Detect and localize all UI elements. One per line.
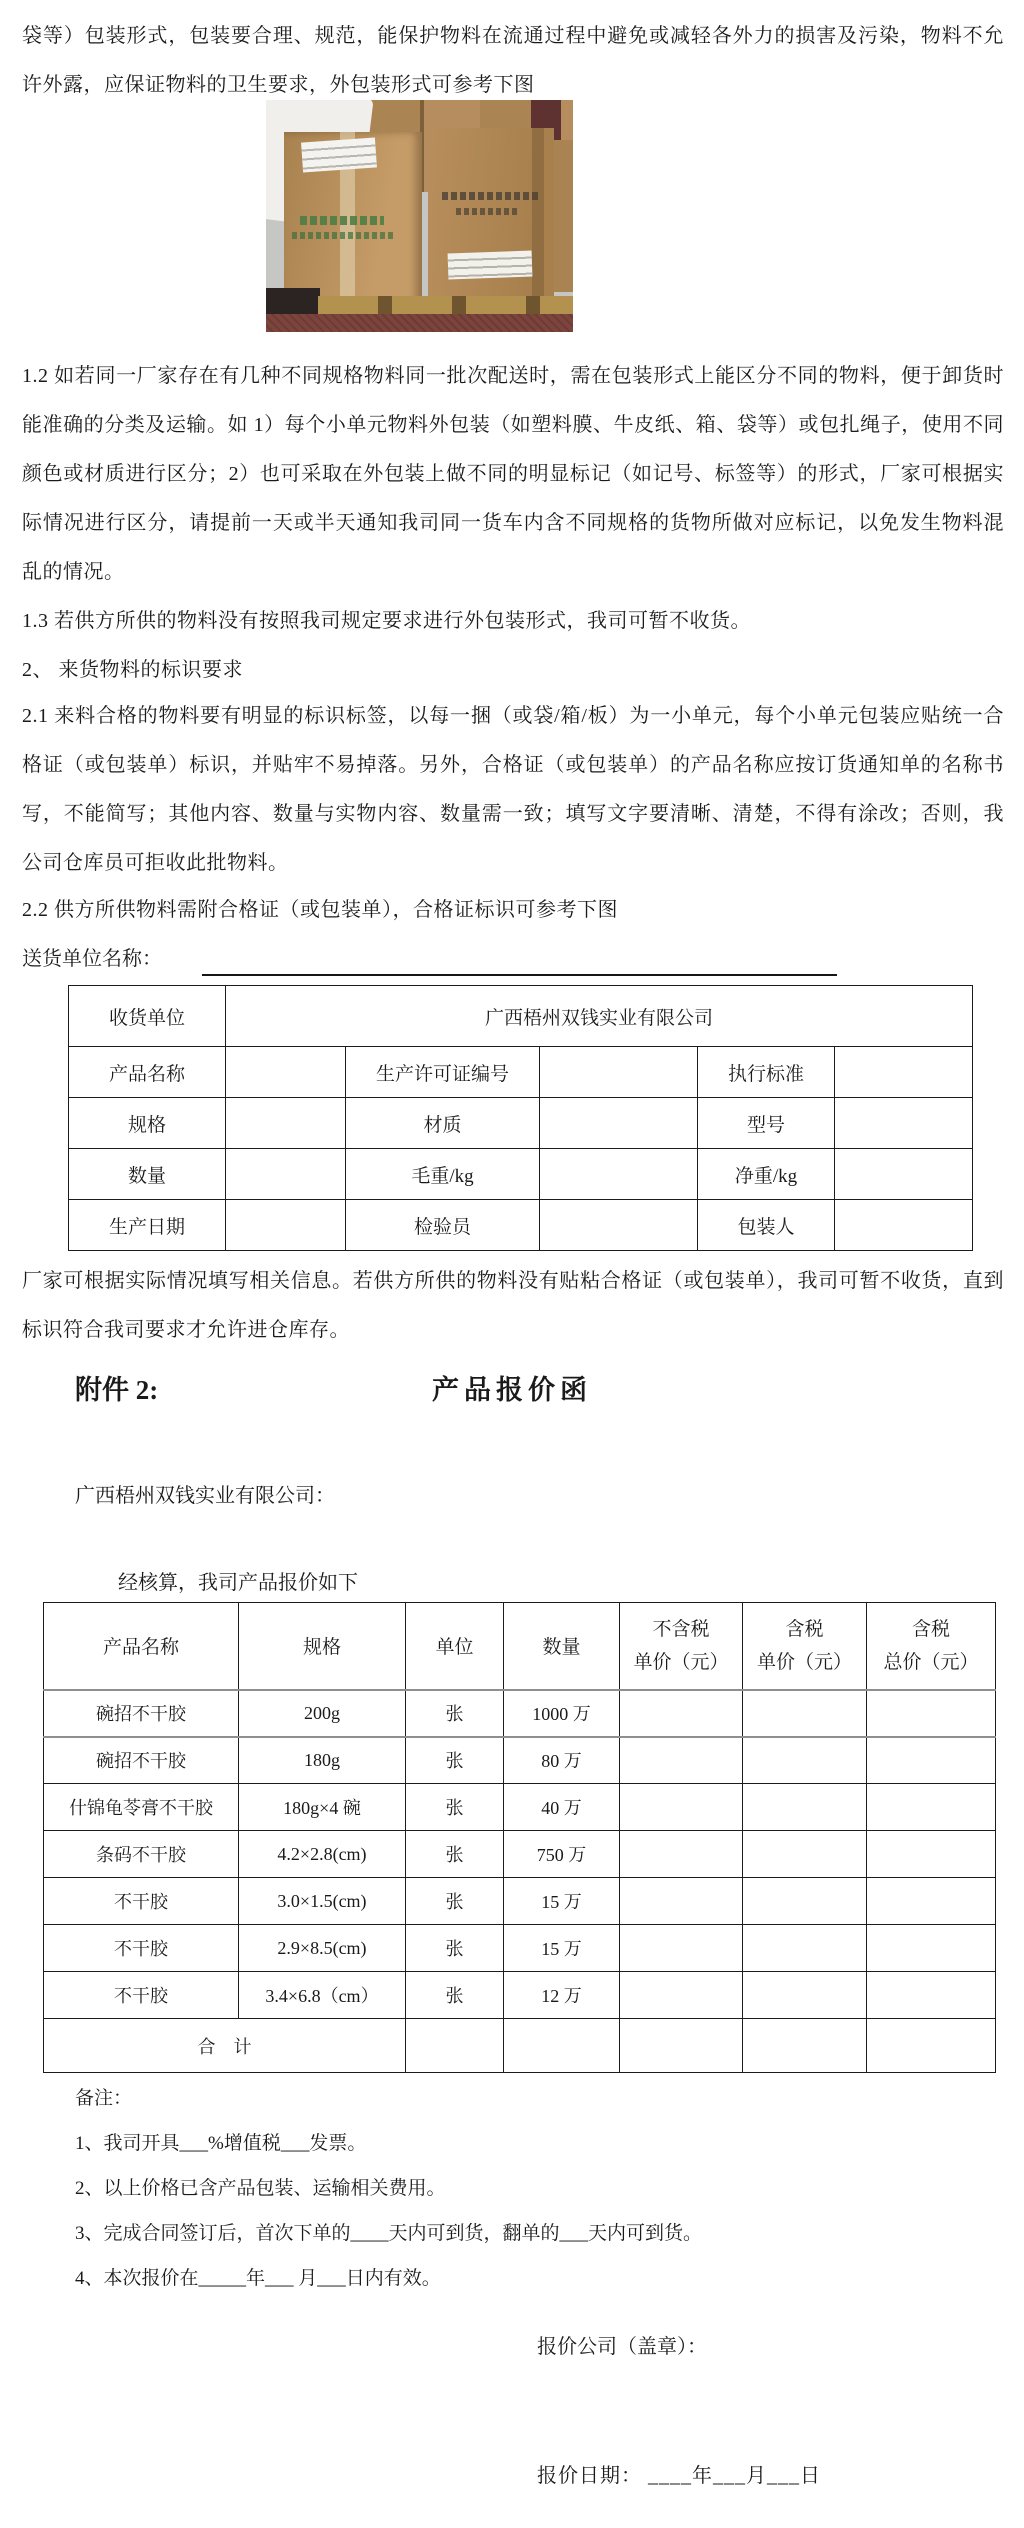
cell-blank: [835, 1149, 973, 1200]
photo-carton-left-print-line1: [300, 216, 384, 225]
cell-blank: [504, 2019, 620, 2073]
cell-spec: 180g×4 碗: [239, 1784, 406, 1831]
delivery-company-label: 送货单位名称：: [22, 948, 162, 970]
photo-floor: [266, 314, 573, 332]
certificate-sample-table: [68, 985, 973, 1251]
cell-product-name: 不干胶: [44, 1925, 239, 1972]
photo-carton-right-print-line1: [442, 192, 538, 200]
cell-blank: [743, 2019, 867, 2073]
header-unit: 单位: [406, 1603, 504, 1690]
cell-blank: [620, 1784, 743, 1831]
cell-blank: [743, 1737, 867, 1784]
cell-blank: [406, 2019, 504, 2073]
header-price-incl-tax-line2: 单价（元）: [756, 1651, 852, 1673]
table-row: [44, 1878, 996, 1925]
paragraph-1-3: 1.3 若供方所供的物料没有按照我司规定要求进行外包装形式，我司可暂不收货。: [22, 610, 751, 632]
cell-blank: [620, 1690, 743, 1737]
header-product-name: 产品名称: [44, 1603, 239, 1690]
cell-qty: 1000 万: [504, 1690, 620, 1737]
paragraph-factory-note: 厂家可根据实际情况填写相关信息。若供方所供的物料没有贴粘合格证（或包装单），我司可暂不收货，直到标识符合我司要求才允许进仓库存。: [22, 1270, 1004, 1341]
paragraph-packaging-continuation: 袋等）包装形式，包装要合理、规范，能保护物料在流通过程中避免或减轻各外力的损害及污染，物料不允许外露，应保证物料的卫生要求，外包装形式可参考下图: [22, 25, 1004, 96]
note-item-1: 1、我司开具___%增值税___发票。: [75, 2133, 367, 2154]
footer-quote-date-line: 报价日期： ____年___月___日: [537, 2465, 821, 2487]
cell-spec: 3.0×1.5(cm): [239, 1878, 406, 1925]
cell-blank: [867, 1831, 996, 1878]
cell-qty: 15 万: [504, 1925, 620, 1972]
cell-blank: [743, 1925, 867, 1972]
footer-company-seal-line: 报价公司（盖章）：: [537, 2336, 707, 2358]
attachment-label: 附件 2:: [75, 1375, 159, 1405]
quote-salutation: 广西梧州双钱实业有限公司：: [75, 1485, 335, 1507]
cell-blank: [743, 1878, 867, 1925]
cell-label: 净重/kg: [698, 1149, 835, 1200]
cell-unit: 张: [406, 1690, 504, 1737]
cell-spec: 2.9×8.5(cm): [239, 1925, 406, 1972]
table-row: [44, 1737, 996, 1784]
table-row: [69, 1200, 973, 1251]
cell-spec: 200g: [239, 1690, 406, 1737]
header-total-incl-tax-line1: 含税: [911, 1618, 950, 1640]
header-price-excl-tax-line1: 不含税: [652, 1618, 710, 1640]
cell-blank: [620, 1925, 743, 1972]
cell-unit: 张: [406, 1925, 504, 1972]
cell-blank: [226, 1200, 346, 1251]
cell-product-name: 什锦龟苓膏不干胶: [44, 1784, 239, 1831]
cell-qty: 40 万: [504, 1784, 620, 1831]
cell-unit: 张: [406, 1737, 504, 1784]
quotation-total-row: [44, 2019, 996, 2073]
cell-spec: 4.2×2.8(cm): [239, 1831, 406, 1878]
cell-blank: [226, 1098, 346, 1149]
paragraph-2-1: 2.1 来料合格的物料要有明显的标识标签，以每一捆（或袋/箱/板）为一小单元，每个小单元包装应贴统一合格证（或包装单）标识，并贴牢不易掉落。另外，合格证（或包装单）的产品名称应按订货通知单的名称书写，不能简写；其他内容、数量与实物内容、数量需一致；填写文字要清晰、清楚，不得有涂改；否则，我公司仓库员可拒收此批物料。: [22, 705, 1004, 874]
cell-product-name: 碗招不干胶: [44, 1690, 239, 1737]
packaging-photo: [266, 100, 573, 332]
cell-blank: [540, 1200, 698, 1251]
cell-label: 毛重/kg: [346, 1149, 540, 1200]
note-item-3: 3、完成合同签订后，首次下单的____天内可到货，翻单的___天内可到货。: [75, 2223, 703, 2244]
delivery-company-blank-line: [202, 936, 837, 976]
cell-blank: [620, 1737, 743, 1784]
photo-carton-left-label: [301, 137, 377, 172]
quotation-table: [43, 1602, 996, 2073]
cell-product-name: 碗招不干胶: [44, 1737, 239, 1784]
table-row: [44, 1784, 996, 1831]
attachment-heading: [75, 1368, 949, 1412]
cell-product-name: 不干胶: [44, 1878, 239, 1925]
cell-label: 规格: [69, 1098, 226, 1149]
notes-section: [75, 2076, 995, 2301]
photo-carton-far-right: [554, 140, 573, 292]
cell-blank: [867, 1784, 996, 1831]
cell-blank: [867, 1925, 996, 1972]
cell-product-name: 不干胶: [44, 1972, 239, 2019]
cell-total-label: 合 计: [44, 2019, 406, 2073]
photo-carton-left-print-line2: [292, 232, 396, 239]
note-item-2: 2、以上价格已含产品包装、运输相关费用。: [75, 2178, 446, 2199]
table-row: [44, 1972, 996, 2019]
cell-blank: [867, 1690, 996, 1737]
cell-blank: [867, 1972, 996, 2019]
cell-qty: 750 万: [504, 1831, 620, 1878]
cell-blank: [835, 1200, 973, 1251]
cell-blank: [620, 2019, 743, 2073]
cell-blank: [743, 1972, 867, 2019]
cell-blank: [743, 1784, 867, 1831]
cell-spec: 180g: [239, 1737, 406, 1784]
cell-blank: [867, 2019, 996, 2073]
attachment-title: 产品报价函: [432, 1375, 592, 1405]
cell-label: 执行标准: [698, 1047, 835, 1098]
cell-blank: [620, 1878, 743, 1925]
cell-label: 产品名称: [69, 1047, 226, 1098]
paragraph-1-2: 1.2 如若同一厂家存在有几种不同规格物料同一批次配送时，需在包装形式上能区分不同的物料，便于卸货时能准确的分类及运输。如 1）每个小单元物料外包装（如塑料膜、牛皮纸、箱、袋等）或包扎绳子，使用不同颜色或材质进行区分；2）也可采取在外包装上做不同的明显标记（如记号、标签等）的形式，厂家可根据实际情况进行区分，请提前一天或半天通知我司同一货车内含不同规格的货物所做对应标记，以免发生物料混乱的情况。: [22, 365, 1004, 583]
table-row: [69, 986, 973, 1047]
cell-qty: 80 万: [504, 1737, 620, 1784]
cell-qty: 12 万: [504, 1972, 620, 2019]
paragraph-2-2: 2.2 供方所供物料需附合格证（或包装单），合格证标识可参考下图: [22, 899, 618, 921]
header-price-excl-tax: [620, 1603, 743, 1690]
cell-label: 生产日期: [69, 1200, 226, 1251]
cell-label: 包装人: [698, 1200, 835, 1251]
cell-blank: [540, 1149, 698, 1200]
header-total-incl-tax-line2: 总价（元）: [883, 1651, 979, 1673]
quote-intro: 经核算，我司产品报价如下: [118, 1572, 358, 1594]
cell-blank: [867, 1737, 996, 1784]
header-price-incl-tax-line1: 含税: [785, 1618, 824, 1640]
cell-blank: [540, 1098, 698, 1149]
cell-blank: [867, 1878, 996, 1925]
table-row: [44, 1925, 996, 1972]
photo-carton-right: [428, 128, 554, 318]
heading-section-2: 2、 来货物料的标识要求: [22, 659, 243, 681]
cell-label: 材质: [346, 1098, 540, 1149]
cell-blank: [620, 1972, 743, 2019]
header-price-excl-tax-line2: 单价（元）: [633, 1651, 729, 1673]
cell-receiver-label: 收货单位: [69, 986, 226, 1047]
cell-blank: [743, 1831, 867, 1878]
cell-qty: 15 万: [504, 1878, 620, 1925]
table-row: [69, 1047, 973, 1098]
cell-label: 检验员: [346, 1200, 540, 1251]
cell-blank: [226, 1149, 346, 1200]
notes-title: 备注：: [75, 2088, 133, 2109]
delivery-company-line: [22, 936, 1004, 982]
cell-blank: [620, 1831, 743, 1878]
cell-blank: [835, 1098, 973, 1149]
cell-blank: [540, 1047, 698, 1098]
cell-product-name: 条码不干胶: [44, 1831, 239, 1878]
cell-label: 数量: [69, 1149, 226, 1200]
photo-carton-right-print-line2: [456, 208, 520, 215]
cell-blank: [835, 1047, 973, 1098]
cell-spec: 3.4×6.8（cm）: [239, 1972, 406, 2019]
cell-unit: 张: [406, 1878, 504, 1925]
cell-unit: 张: [406, 1972, 504, 2019]
cell-receiver-value: 广西梧州双钱实业有限公司: [226, 986, 973, 1047]
cell-label: 生产许可证编号: [346, 1047, 540, 1098]
table-row: [44, 1831, 996, 1878]
header-total-incl-tax: [867, 1603, 996, 1690]
cell-label: 型号: [698, 1098, 835, 1149]
quotation-header-row: [44, 1603, 996, 1690]
photo-carton-right-label: [448, 251, 533, 280]
cell-unit: 张: [406, 1831, 504, 1878]
table-row: [69, 1149, 973, 1200]
cell-blank: [226, 1047, 346, 1098]
table-row: [69, 1098, 973, 1149]
header-qty: 数量: [504, 1603, 620, 1690]
note-item-4: 4、本次报价在_____年___ 月___日内有效。: [75, 2268, 441, 2289]
header-spec: 规格: [239, 1603, 406, 1690]
table-row: [44, 1690, 996, 1737]
cell-blank: [743, 1690, 867, 1737]
cell-unit: 张: [406, 1784, 504, 1831]
header-price-incl-tax: [743, 1603, 867, 1690]
